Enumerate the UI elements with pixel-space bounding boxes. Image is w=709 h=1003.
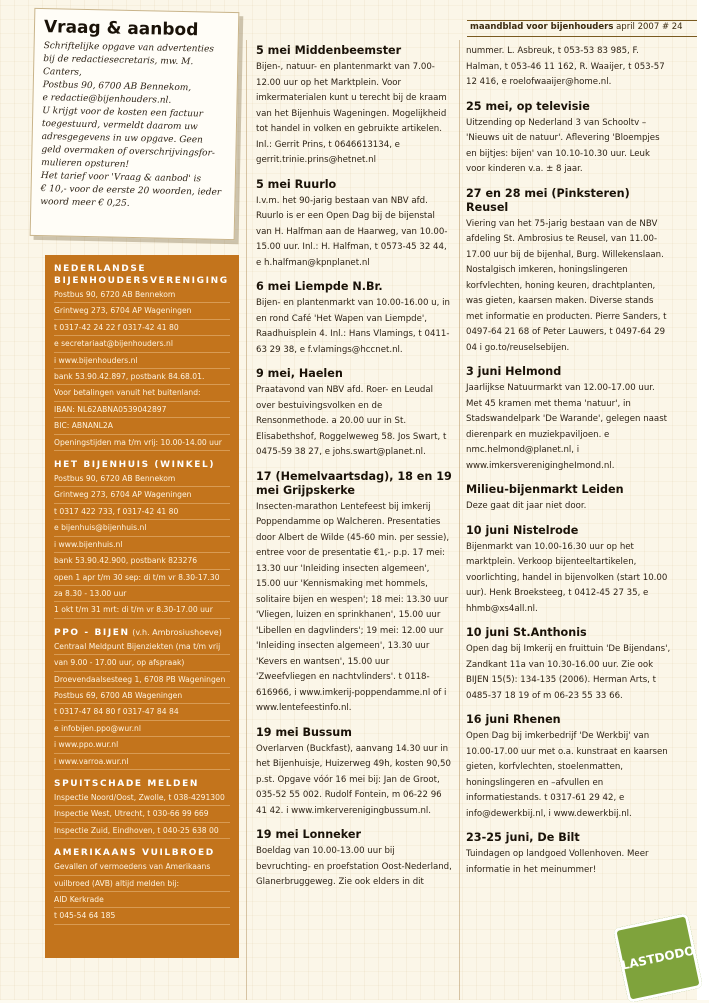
events-column-middle — [256, 44, 452, 900]
event-description: Tuindagen op landgoed Vollenhoven. Meer informatie in het meinummer! — [466, 849, 649, 875]
event-description: Insecten-marathon Lentefeest bij imkerij Poppendamme op Walcheren. Presentaties door Albert de Wilde (45-60 min. per sessie), entree voor de presentatie €1,- p.p. 17 mei: 13.30 uur 'Inleiding insecten algemeen', 15.00 uur 'Kennismaking met hommels, solitaire bijen en wespen'; 18 mei: 13.30 uur 'Vliegen, luizen en sprinkhanen', 15.00 uur 'Libellen en dagvlinders'; 19 mei: 12.00 uur 'Inleiding insecten algemeen', 13.30 uur 'Kevers en wantsen', 15.00 uur 'Zweefvliegen en nachtvlinders'. t 0118-616966, i www.imkerij-poppendamme.nl of i www.lentefeestinfo.nl. — [256, 501, 450, 713]
event-description: nummer. L. Asbreuk, t 053-53 83 985, F. Halman, t 053-46 11 162, R. Waaijer, t 053-57 12 416, e roelofwaaijer@home.nl. — [466, 46, 665, 87]
event-title: 23-25 juni, De Bilt — [466, 831, 580, 844]
sidebar-contact-line: Postbus 69, 6700 AB Wageningen — [54, 688, 230, 704]
event-entry — [466, 626, 671, 704]
header-rule-bottom — [467, 36, 697, 37]
sidebar-contact-line: za 8.30 - 13.00 uur — [54, 586, 230, 602]
sidebar-contact-line: Inspectie Zuid, Eindhoven, t 040-25 638 00 — [54, 823, 230, 839]
sidebar-contact-line: t 0317-42 24 22 f 0317-42 41 80 — [54, 320, 230, 336]
page-edge — [697, 0, 709, 1000]
event-title: 19 mei Lonneker — [256, 828, 362, 841]
event-description: I.v.m. het 90-jarig bestaan van NBV afd. Ruurlo is er een Open Dag bij de bijenstal van H. Halfman aan de Haarweg, van 10.00-15.00 uur. Inl.: H. Halfman, t 0573-45 32 44, e h.halfman@kpnplanet.nl — [256, 195, 448, 268]
sidebar-section-heading — [54, 847, 230, 859]
sidebar-contact-line: Droevendaalsesteeg 1, 6708 PB Wageningen — [54, 672, 230, 688]
event-entry — [256, 178, 452, 272]
sidebar-contact-line: t 045-54 64 185 — [54, 908, 230, 924]
sidebar-contact-line: i www.ppo.wur.nl — [54, 737, 230, 753]
publication-name: maandblad voor bijenhouders — [470, 22, 614, 32]
event-title: 17 (Hemelvaartsdag), 18 en 19 mei Grijpskerke — [256, 469, 452, 497]
sidebar-contact-line: 1 okt t/m 31 mrt: di t/m vr 8.30-17.00 uur — [54, 602, 230, 618]
column-divider-left — [246, 40, 247, 1000]
watermark-logo — [613, 913, 703, 1003]
sidebar-contact-line: e secretariaat@bijenhouders.nl — [54, 336, 230, 352]
event-entry — [256, 470, 452, 717]
sidebar-contact-line: Grintweg 273, 6704 AP Wageningen — [54, 303, 230, 319]
issue-info: april 2007 # 24 — [616, 22, 683, 32]
event-description: Overlarven (Buckfast), aanvang 14.30 uur in het Bijenhuisje, Huizerweg 49h, kosten 90,50 p.st. Opgave vóór 16 mei bij: Jan de Groot, 035-52 55 002. Rudolf Fontein, m 06-22 96 41 42. i www.imkerverenigingbussum.nl. — [256, 743, 451, 816]
sidebar-contact-line: Openingstijden ma t/m vrij: 10.00-14.00 uur — [54, 435, 230, 451]
event-title: 3 juni Helmond — [466, 365, 562, 378]
event-entry — [256, 726, 452, 820]
event-title: 10 juni Nistelrode — [466, 523, 579, 537]
vraag-aanbod-line: Schriftelijke opgave van advertenties — [43, 41, 215, 55]
sidebar-contact-line: e bijenhuis@bijenhuis.nl — [54, 520, 230, 536]
event-description: Uitzending op Nederland 3 van Schooltv – 'Nieuws uit de natuur'. Aflevering 'Bloempjes en bijtjes: bijen' van 10.10-10.30 uur. Leuk voor kinderen v.a. ± 8 jaar. — [466, 117, 660, 174]
vraag-aanbod-line: Postbus 90, 6700 AB Bennekom, — [42, 80, 192, 94]
sidebar-contact-line: vuilbroed (AVB) altijd melden bij: — [54, 876, 230, 892]
vraag-aanbod-line: toegestuurd, vermeldt daarom uw — [41, 119, 198, 133]
vraag-aanbod-line: bij de redactiesecretaris, mw. M. Canters, — [42, 54, 194, 78]
sidebar-contact-line: Voor betalingen vanuit het buitenland: — [54, 385, 230, 401]
sidebar-contact-line: van 9.00 - 17.00 uur, op afspraak) — [54, 655, 230, 671]
sidebar-contact-line: Postbus 90, 6720 AB Bennekom — [54, 471, 230, 487]
sidebar-heading-subtitle: (v.h. Ambrosiushoeve) — [129, 627, 222, 637]
sidebar-contact-line: Postbus 90, 6720 AB Bennekom — [54, 287, 230, 303]
event-entry — [256, 44, 452, 169]
vraag-aanbod-line: geld overmaken of overschrijvingsfor- — [41, 145, 215, 159]
event-description: Open Dag bij imkerbedrijf 'De Werkbij' van 10.00-17.00 uur met o.a. kunstraat en kaarsen gieten, korfvlechten, stoelenmatten, honingslingeren en –afvullen en informatiestands. t 0317-61 29 42, e info@dewerkbij.nl, i www.dewerkbij.nl. — [466, 731, 668, 819]
event-title: 16 juni Rhenen — [466, 713, 561, 726]
sidebar-contact-line: e infobijen.ppo@wur.nl — [54, 721, 230, 737]
sidebar-heading-text: AMERIKAANS VUILBROED — [54, 848, 215, 859]
event-entry — [466, 365, 671, 474]
sidebar-contact-line: bank 53.90.42.900, postbank 823276 — [54, 553, 230, 569]
event-entry — [466, 187, 671, 357]
sidebar-contact-line: Gevallen of vermoedens van Amerikaans — [54, 859, 230, 875]
vraag-aanbod-line: adresgegevens in uw opgave. Geen — [41, 132, 203, 146]
sidebar-section-heading — [54, 459, 230, 471]
event-entry — [466, 44, 671, 91]
sidebar-contact-line: AID Kerkrade — [54, 892, 230, 908]
sidebar-contact-line: t 0317-47 84 80 f 0317-47 84 84 — [54, 704, 230, 720]
watermark-text: LASTDODO — [620, 943, 696, 973]
sidebar-contact-line: i www.varroa.wur.nl — [54, 754, 230, 770]
sidebar-heading-text: NEDERLANDSE BIJENHOUDERSVERENIGING — [54, 264, 229, 286]
event-title: 27 en 28 mei (Pinksteren) Reusel — [466, 186, 630, 214]
event-title: 6 mei Liempde N.Br. — [256, 280, 383, 293]
event-description: Jaarlijkse Natuurmarkt van 12.00-17.00 uur. Met 45 kramen met thema 'natuur', in Stadswandelpark 'De Warande', gelegen naast dierenpark en muziekpaviljoen. e nmc.helmond@planet.nl, i www.imkersverenigingheImond.nl. — [466, 383, 668, 471]
event-title: 5 mei Middenbeemster — [256, 44, 402, 57]
event-description: Bijen-, natuur- en plantenmarkt van 7.00-12.00 uur op het Marktplein. Voor imkermaterialen kunt u terecht bij de kraam van het Bijenhuis Wageningen. Mogelijkheid tot handel in volken en gebruikte artikelen. Inl.: Gerrit Prins, t 0646613134, e gerrit.trinie.prins@hetnet.nl — [256, 62, 447, 165]
vraag-aanbod-line: € 10,- voor de eerste 20 woorden, ieder — [40, 184, 222, 198]
sidebar-section-heading — [54, 263, 230, 287]
event-description: Deze gaat dit jaar niet door. — [466, 501, 587, 511]
vraag-aanbod-line: mulieren opsturen! — [41, 158, 130, 170]
event-title: 5 mei Ruurlo — [256, 177, 337, 191]
header-rule-top — [467, 20, 697, 21]
event-description: Open dag bij Imkerij en fruittuin 'De Bijendans', Zandkant 11a van 10.30-16.00 uur. Zie ook BIJEN 15(5): 134-135 (2006). Herman Arts, t 0485-37 18 19 of m 06-23 55 33 66. — [466, 644, 671, 701]
event-title: 10 juni St.Anthonis — [466, 626, 587, 639]
event-description: Viering van het 75-jarig bestaan van de NBV afdeling St. Ambrosius te Reusel, van 11.00-17.00 uur bij de bijenhal, Burg. Willekenslaan. Nostalgisch imkeren, honingslingeren korfvlechten, honing keuren, drachtplanten, was gieten, kaarsen maken. Diverse stands met informatie en producten. Pierre Sanders, t 0497-64 21 68 of Peter Lauwers, t 0497-64 29 04 i go.to/reuselsebijen. — [466, 218, 667, 353]
sidebar-contact-line: IBAN: NL62ABNA0539042897 — [54, 402, 230, 418]
vraag-aanbod-line: U krijgt voor de kosten een factuur — [42, 106, 204, 120]
sidebar-section-heading — [54, 627, 230, 639]
event-entry — [466, 831, 671, 878]
event-entry — [466, 713, 671, 822]
vraag-aanbod-text — [40, 40, 228, 213]
event-title: Milieu-bijenmarkt Leiden — [466, 483, 624, 496]
column-divider-right — [459, 40, 460, 1000]
event-description: Bijen- en plantenmarkt van 10.00-16.00 u, in en rond Café 'Het Wapen van Liempde', Raadhuisplein 4. Inl.: Hans Vlamings, t 0411-63 29 38, e f.vlamings@hccnet.nl. — [256, 298, 450, 355]
sidebar-heading-text: SPUITSCHADE MELDEN — [54, 778, 200, 789]
event-title: 25 mei, op televisie — [466, 99, 590, 113]
event-entry — [466, 100, 671, 178]
vraag-aanbod-title: Vraag & aanbod — [43, 17, 199, 41]
sidebar-contact-line: t 0317 422 733, f 0317-42 41 80 — [54, 504, 230, 520]
event-entry — [466, 483, 671, 515]
event-description: Bijenmarkt van 10.00-16.30 uur op het marktplein. Verkoop bijenteeltartikelen, voorlichting, handel in bijenvolken (start 10.00 uur). Henk Broeksteeg, t 0412-45 27 35, e hhmb@xs4all.nl. — [466, 541, 668, 614]
event-description: Boeldag van 10.00-13.00 uur bij bevruchting- en proefstation Oost-Nederland, Glanerbruggeweg. Zie ook elders in dit — [256, 846, 452, 887]
sidebar-section-heading — [54, 778, 230, 790]
sidebar-contact-line: Inspectie Noord/Oost, Zwolle, t 038-4291300 — [54, 790, 230, 806]
event-title: 19 mei Bussum — [256, 725, 352, 739]
sidebar-contact-line: i www.bijenhouders.nl — [54, 353, 230, 369]
vraag-aanbod-line: e redactie@bijenhouders.nl. — [42, 93, 172, 106]
events-column-right — [466, 44, 671, 887]
sidebar-contact-line: i www.bijenhuis.nl — [54, 537, 230, 553]
sidebar-contact-line: BIC: ABNANL2A — [54, 418, 230, 434]
contact-sidebar — [45, 255, 239, 958]
event-title: 9 mei, Haelen — [256, 367, 343, 380]
sidebar-contact-line: Inspectie West, Utrecht, t 030-66 99 669 — [54, 806, 230, 822]
vraag-aanbod-box — [30, 8, 240, 240]
vraag-aanbod-line: woord meer € 0,25. — [40, 197, 130, 209]
event-entry — [256, 367, 452, 461]
event-entry — [256, 828, 452, 891]
sidebar-heading-text: PPO - BIJEN — [54, 627, 130, 638]
event-description: Praatavond van NBV afd. Roer- en Leudal over bestuivingsvolken en de Rensonmethode. a 20.00 uur in St. Elisabethshof, Roggelweweg 58. Jos Swart, t 0475-59 38 27, e johs.swart@planet.nl. — [256, 385, 447, 457]
running-head — [470, 22, 683, 32]
sidebar-heading-text: HET BIJENHUIS (WINKEL) — [54, 460, 216, 471]
event-entry — [466, 524, 671, 618]
sidebar-contact-line: open 1 apr t/m 30 sep: di t/m vr 8.30-17.30 — [54, 570, 230, 586]
sidebar-contact-line: bank 53.90.42.897, postbank 84.68.01. — [54, 369, 230, 385]
vraag-aanbod-line: Het tarief voor 'Vraag & aanbod' is — [40, 171, 202, 185]
sidebar-contact-line: Centraal Meldpunt Bijenziekten (ma t/m vrij — [54, 639, 230, 655]
sidebar-contact-line: Grintweg 273, 6704 AP Wageningen — [54, 487, 230, 503]
event-entry — [256, 280, 452, 358]
